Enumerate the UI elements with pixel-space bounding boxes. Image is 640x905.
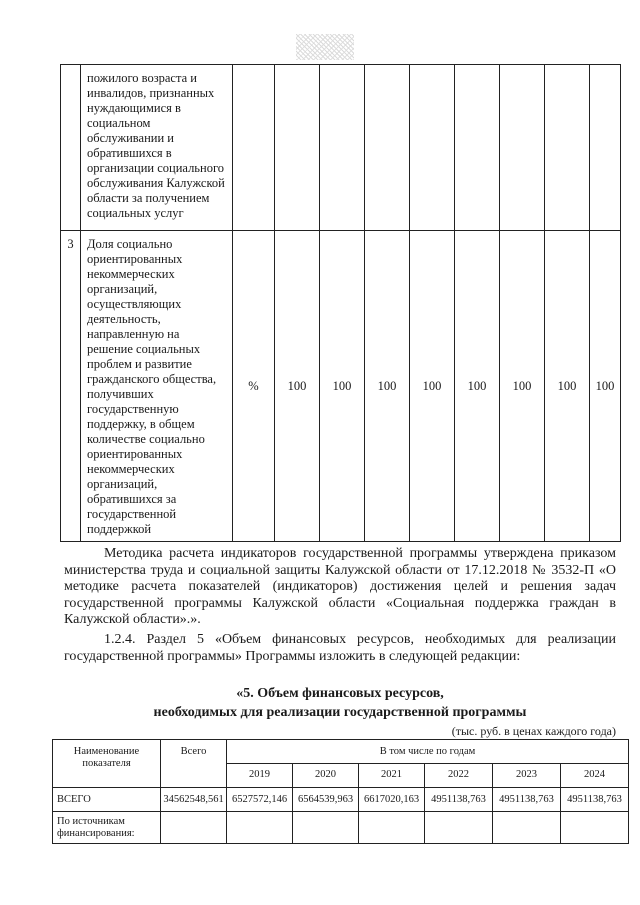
name-line: обслуживания Калужской bbox=[87, 176, 225, 190]
unit-cell bbox=[233, 65, 275, 231]
name-line: поддержку, в общем bbox=[87, 417, 195, 431]
value-cell: 100 bbox=[500, 231, 545, 542]
name-line: области за получением bbox=[87, 191, 210, 205]
section-title-line2: необходимых для реализации государственной программы bbox=[153, 705, 527, 720]
empty-cell bbox=[425, 812, 493, 844]
name-line: обратившихся в bbox=[87, 146, 172, 160]
row-number: 3 bbox=[61, 231, 81, 542]
col-name-header: Наименование показателя bbox=[53, 740, 161, 788]
units-note: (тыс. руб. в ценах каждого года) bbox=[451, 724, 616, 738]
name-line: поддержкой bbox=[87, 522, 152, 536]
name-line: направленную на bbox=[87, 327, 180, 341]
stamp-mark bbox=[296, 34, 354, 60]
year-header: 2022 bbox=[425, 764, 493, 788]
value-cell: 100 bbox=[410, 231, 455, 542]
finance-table bbox=[52, 739, 629, 844]
value-cell bbox=[500, 65, 545, 231]
name-line: пожилого возраста и bbox=[87, 71, 197, 85]
name-line: осуществляющих bbox=[87, 297, 182, 311]
section-title-line1: «5. Объем финансовых ресурсов, bbox=[236, 686, 444, 701]
sources-row-label: По источникам финансирования: bbox=[53, 812, 161, 844]
empty-cell bbox=[161, 812, 227, 844]
name-line: организаций, bbox=[87, 282, 158, 296]
table-row bbox=[61, 65, 621, 231]
year-value: 6617020,163 bbox=[359, 788, 425, 812]
unit-cell: % bbox=[233, 231, 275, 542]
name-line: инвалидов, признанных bbox=[87, 86, 215, 100]
value-cell bbox=[590, 65, 621, 231]
table-row bbox=[53, 812, 629, 844]
year-header: 2020 bbox=[293, 764, 359, 788]
table-row bbox=[61, 231, 621, 542]
value-cell bbox=[545, 65, 590, 231]
name-line: гражданского общества, bbox=[87, 372, 217, 386]
value-cell: 100 bbox=[545, 231, 590, 542]
empty-cell bbox=[561, 812, 629, 844]
table-row bbox=[53, 740, 629, 764]
empty-cell bbox=[493, 812, 561, 844]
value-cell: 100 bbox=[320, 231, 365, 542]
value-cell: 100 bbox=[590, 231, 621, 542]
name-line: организаций, bbox=[87, 477, 158, 491]
indicator-name bbox=[81, 231, 233, 542]
value-cell: 100 bbox=[365, 231, 410, 542]
name-line: некоммерческих bbox=[87, 462, 175, 476]
empty-cell bbox=[293, 812, 359, 844]
value-cell bbox=[320, 65, 365, 231]
year-value: 6564539,963 bbox=[293, 788, 359, 812]
name-line: обратившихся за bbox=[87, 492, 177, 506]
col-total-header: Всего bbox=[161, 740, 227, 788]
name-line: проблем и развитие bbox=[87, 357, 192, 371]
year-header: 2021 bbox=[359, 764, 425, 788]
value-cell bbox=[365, 65, 410, 231]
value-cell bbox=[455, 65, 500, 231]
section-change-paragraph: 1.2.4. Раздел 5 «Объем финансовых ресурсов, необходимых для реализации государственной программы» Программы изложить в следующей редакции: bbox=[64, 632, 616, 664]
year-value: 4951138,763 bbox=[425, 788, 493, 812]
name-line: получивших bbox=[87, 387, 154, 401]
value-cell: 100 bbox=[275, 231, 320, 542]
year-value: 4951138,763 bbox=[493, 788, 561, 812]
name-line: решение социальных bbox=[87, 342, 201, 356]
empty-cell bbox=[359, 812, 425, 844]
row-number bbox=[61, 65, 81, 231]
name-line: Доля социально bbox=[87, 237, 173, 251]
name-line: организации социального bbox=[87, 161, 225, 175]
name-line: обслуживании и bbox=[87, 131, 174, 145]
name-line: ориентированных bbox=[87, 252, 183, 266]
name-line: количестве социально bbox=[87, 432, 205, 446]
value-cell bbox=[275, 65, 320, 231]
total-row-label: ВСЕГО bbox=[53, 788, 161, 812]
name-line: некоммерческих bbox=[87, 267, 175, 281]
year-header: 2023 bbox=[493, 764, 561, 788]
table-row bbox=[53, 788, 629, 812]
indicator-table bbox=[60, 64, 621, 542]
years-header: В том числе по годам bbox=[227, 740, 629, 764]
year-header: 2024 bbox=[561, 764, 629, 788]
value-cell bbox=[410, 65, 455, 231]
year-value: 6527572,146 bbox=[227, 788, 293, 812]
name-line: деятельность, bbox=[87, 312, 161, 326]
total-value: 34562548,561 bbox=[161, 788, 227, 812]
name-line: социальном bbox=[87, 116, 151, 130]
name-line: государственной bbox=[87, 507, 177, 521]
year-header: 2019 bbox=[227, 764, 293, 788]
indicator-name bbox=[81, 65, 233, 231]
name-line: нуждающимися в bbox=[87, 101, 181, 115]
empty-cell bbox=[227, 812, 293, 844]
year-value: 4951138,763 bbox=[561, 788, 629, 812]
name-line: государственную bbox=[87, 402, 179, 416]
value-cell: 100 bbox=[455, 231, 500, 542]
name-line: социальных услуг bbox=[87, 206, 184, 220]
name-line: ориентированных bbox=[87, 447, 183, 461]
methodology-paragraph: Методика расчета индикаторов государственной программы утверждена приказом министерства труда и социальной защиты Калужской области от 17.12.2018 № 3532-П «О методике расчета показателей (индикаторов) достижения целей и решения задач государственной программы Калужской области «Социальная поддержка граждан в Калужской области».». bbox=[64, 546, 616, 627]
